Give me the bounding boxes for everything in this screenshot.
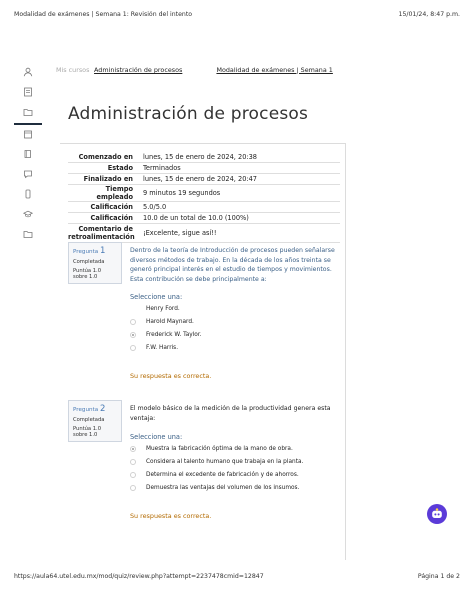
radio-button-checked[interactable]: [130, 446, 136, 452]
question-score: Puntúa 1.0: [73, 268, 102, 274]
print-header-title: Modalidad de exámenes | Semana 1: Revisión del intento: [14, 11, 193, 18]
print-footer-url: https://aula64.utel.edu.mx/mod/quiz/review.php?attempt=2237478cmid=12847: [14, 573, 264, 580]
answer-option[interactable]: Determina el excedente de fabricación y de ahorros.: [130, 468, 338, 481]
summary-row-grade: [68, 213, 340, 224]
question-1-info: [68, 242, 122, 284]
summary-label: Finalizado en: [83, 175, 133, 183]
summary-value: 10.0 de un total de 10.0 (100%): [143, 214, 249, 222]
answer-option[interactable]: Considera al talento humano que trabaja en la planta.: [130, 455, 338, 468]
answer-option[interactable]: Demuestra las ventajas del volumen de los insumos.: [130, 481, 338, 494]
book-icon[interactable]: [20, 146, 36, 162]
attempt-summary-table: [68, 152, 340, 243]
summary-row-finished: [68, 174, 340, 185]
question-status: Completada: [73, 417, 105, 423]
print-header-datetime: 15/01/24, 8:47 p.m.: [398, 11, 460, 18]
print-footer: [14, 573, 460, 585]
question-2-info: [68, 400, 122, 442]
summary-row-time-taken: [68, 185, 340, 202]
summary-label: Tiempo empleado: [96, 185, 133, 201]
breadcrumb: [56, 66, 333, 74]
question-1-text: Dentro de la teoría de Introducción de procesos pueden señalarse diversos métodos de trabajo. En la década de los años treinta se generó principal interés en el estudio de tiempos y movimientos. Esta contribución se debe principalmente a:: [130, 247, 335, 283]
breadcrumb-section-link[interactable]: Modalidad de exámenes | Semana 1: [216, 66, 333, 74]
summary-value: ¡Excelente, sigue así!!: [143, 229, 217, 237]
calendar-icon[interactable]: [20, 126, 36, 142]
sidebar-active-indicator: [14, 123, 42, 125]
question-2-answers: [130, 442, 338, 494]
radio-button[interactable]: [130, 485, 136, 491]
sidebar: [14, 55, 42, 255]
breadcrumb-course-link[interactable]: Administración de procesos: [94, 66, 183, 74]
radio-button-checked[interactable]: [130, 332, 136, 338]
answer-option-selected[interactable]: Muestra la fabricación óptima de la mano de obra.: [130, 442, 338, 455]
phone-icon[interactable]: [20, 186, 36, 202]
graduation-cap-icon[interactable]: [20, 206, 36, 222]
print-footer-page: Página 1 de 2: [417, 573, 460, 580]
summary-label: Calificación: [90, 214, 133, 222]
summary-label: Comenzado en: [78, 153, 133, 161]
question-score: sobre 1.0: [73, 432, 98, 438]
question-1-feedback: Su respuesta es correcta.: [130, 372, 212, 380]
summary-label: Calificación: [90, 203, 133, 211]
chat-helper-icon[interactable]: [427, 504, 447, 524]
answer-option[interactable]: F.W. Harris.: [130, 341, 338, 354]
breadcrumb-home[interactable]: Mis cursos: [56, 66, 90, 74]
message-icon[interactable]: [20, 166, 36, 182]
question-2-feedback: Su respuesta es correcta.: [130, 512, 212, 520]
user-icon[interactable]: [20, 64, 36, 80]
folder-icon[interactable]: [20, 226, 36, 242]
answer-option[interactable]: Henry Ford.: [130, 302, 338, 315]
question-2-text: El modelo básico de la medición de la productividad genera esta ventaja:: [130, 405, 331, 422]
question-number: Pregunta 1: [73, 246, 106, 256]
radio-button[interactable]: [130, 345, 136, 351]
summary-row-started: [68, 152, 340, 163]
radio-button[interactable]: [130, 472, 136, 478]
summary-row-state: [68, 163, 340, 174]
radio-button[interactable]: [130, 306, 136, 312]
question-status: Completada: [73, 259, 105, 265]
summary-value: Terminados: [143, 164, 181, 172]
question-score: Puntúa 1.0: [73, 426, 102, 432]
answer-option-selected[interactable]: Frederick W. Taylor.: [130, 328, 338, 341]
question-number: Pregunta 2: [73, 404, 106, 414]
question-score: sobre 1.0: [73, 274, 98, 280]
summary-value: lunes, 15 de enero de 2024, 20:38: [143, 153, 257, 161]
summary-value: 9 minutos 19 segundos: [143, 189, 221, 197]
summary-label: Estado: [107, 164, 133, 172]
answer-option[interactable]: Harold Maynard.: [130, 315, 338, 328]
folder-icon[interactable]: [20, 104, 36, 120]
question-2-prompt: Seleccione una:: [130, 433, 183, 441]
radio-button[interactable]: [130, 319, 136, 325]
question-1-answers: [130, 302, 338, 354]
question-1-prompt: Seleccione una:: [130, 293, 183, 301]
page-title: Administración de procesos: [68, 104, 309, 124]
grades-icon[interactable]: [20, 84, 36, 100]
radio-button[interactable]: [130, 459, 136, 465]
summary-row-feedback: [68, 224, 340, 243]
summary-value: 5.0/5.0: [143, 203, 167, 211]
print-header: [14, 11, 460, 23]
summary-label: Comentario de retroalimentación: [68, 225, 135, 241]
summary-row-marks: [68, 202, 340, 213]
summary-value: lunes, 15 de enero de 2024, 20:47: [143, 175, 257, 183]
